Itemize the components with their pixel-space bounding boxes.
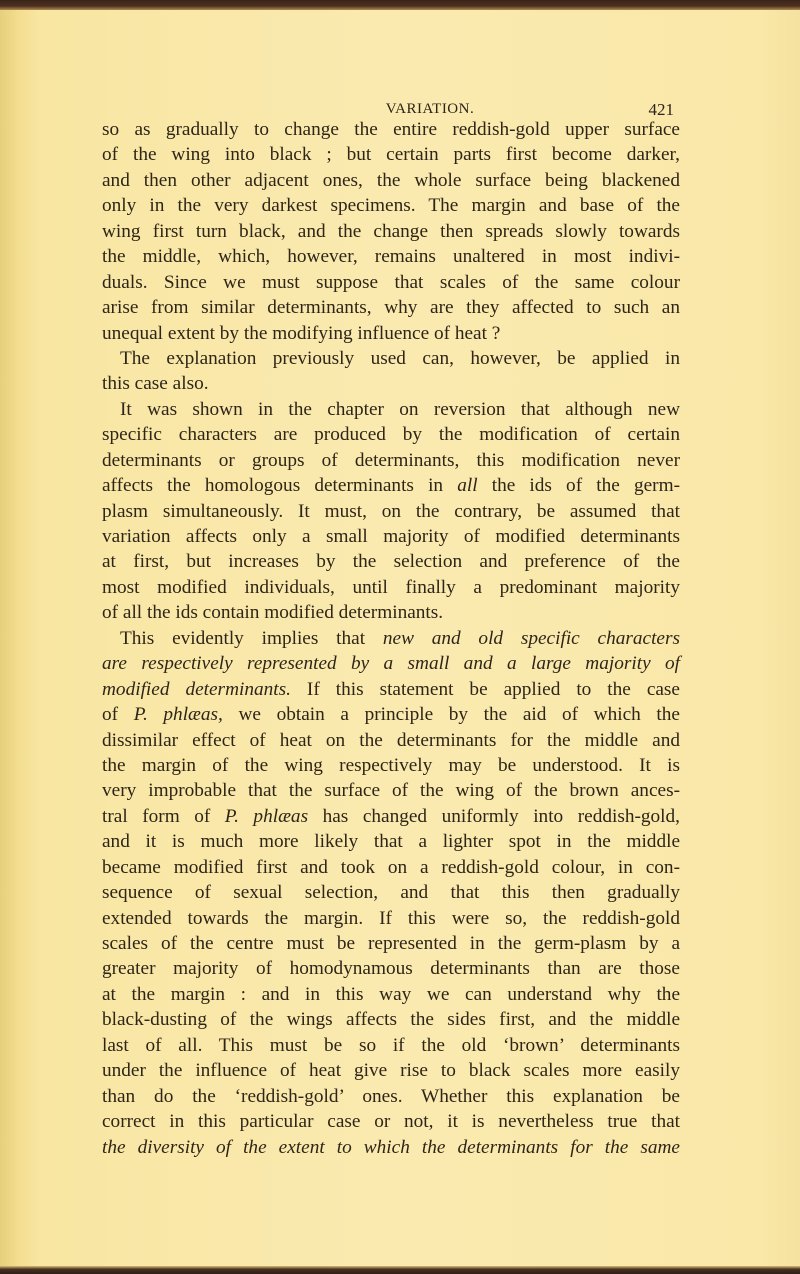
text-line: [102, 1135, 680, 1160]
text-line: [102, 600, 680, 625]
line-text: has changed uniformly into reddish-gold,: [308, 805, 680, 827]
line-text: the ids of the germ-: [477, 475, 680, 497]
text-line: [102, 651, 680, 676]
line-text: duals. Since we must suppose that scales of the same colour: [102, 271, 680, 293]
line-text: of the wing into black ; but certain parts first become darker,: [102, 144, 680, 166]
line-text: The explanation previously used can, however, be applied in: [120, 347, 680, 369]
line-text: last of all. This must be so if the old ‘brown’ determinants: [102, 1034, 680, 1056]
line-text: of: [102, 704, 134, 726]
emphasis-text: all: [457, 475, 478, 497]
text-line: [102, 422, 680, 447]
text-line: [102, 321, 680, 346]
text-line: [102, 855, 680, 880]
line-text: of all the ids contain modified determinants.: [102, 602, 444, 624]
line-text: wing first turn black, and the change then spreads slowly towards: [102, 220, 680, 242]
species-name: P. phlæas,: [133, 704, 223, 726]
line-text: the middle, which, however, remains unaltered in most indivi-: [102, 246, 680, 268]
text-line: [102, 1109, 680, 1134]
text-line: [102, 880, 680, 905]
line-text: specific characters are produced by the modification of certain: [102, 424, 680, 446]
text-line: [102, 956, 680, 981]
line-text: variation affects only a small majority of modified determinants: [102, 526, 680, 547]
line-text: arise from similar determinants, why are they affected to such an: [102, 297, 680, 319]
line-text: very improbable that the surface of the wing of the brown ances-: [102, 780, 680, 802]
line-text: dissimilar effect of heat on the determinants for the middle and: [102, 729, 680, 751]
line-text: only in the very darkest specimens. The margin and base of the: [102, 195, 680, 217]
text-line: [102, 142, 680, 167]
line-text: and it is much more likely that a lighter spot in the middle: [102, 831, 680, 853]
text-line: [102, 829, 680, 854]
line-text: the margin of the wing respectively may be understood. It is: [102, 754, 680, 776]
line-text: greater majority of homodynamous determinants than are those: [102, 958, 680, 980]
line-text: This evidently implies that: [120, 627, 383, 649]
text-line: [102, 270, 680, 295]
line-text: most modified individuals, until finally a predominant majority: [102, 576, 680, 598]
book-top-edge: [0, 0, 800, 10]
emphasis-text: are respectively represented by a small and a large majority of: [102, 653, 680, 675]
emphasis-text: modified determinants.: [102, 678, 291, 700]
line-text: If this statement be applied to the case: [290, 678, 680, 700]
book-bottom-edge: [0, 1266, 800, 1274]
text-line: [102, 906, 680, 931]
line-text: black-dusting of the wings affects the sides first, and the middle: [102, 1009, 680, 1031]
line-text: than do the ‘reddish-gold’ ones. Whether this explanation be: [102, 1085, 680, 1107]
text-line: [102, 778, 680, 803]
species-name: P. phlæas: [224, 805, 309, 827]
line-text: extended towards the margin. If this were so, the reddish-gold: [102, 907, 680, 929]
text-line: [102, 524, 680, 549]
text-line: [102, 168, 680, 193]
text-line: [102, 295, 680, 320]
line-text: at the margin : and in this way we can understand why the: [102, 983, 680, 1005]
line-text: sequence of sexual selection, and that this then gradually: [102, 882, 680, 904]
text-line: [102, 499, 680, 524]
line-text: tral form of: [102, 805, 225, 827]
text-line: [102, 1033, 680, 1058]
text-line: [102, 753, 680, 778]
text-line: [102, 244, 680, 269]
text-line: [102, 448, 680, 473]
line-text: determinants or groups of determinants, this modification never: [102, 449, 680, 471]
line-text: It was shown in the chapter on reversion that although new: [120, 398, 680, 420]
page-number: 421: [648, 100, 674, 119]
text-line: [102, 1007, 680, 1032]
text-line: [102, 677, 680, 702]
text-line: [102, 728, 680, 753]
line-text: scales of the centre must be represented in the germ-plasm by a: [102, 933, 680, 954]
text-line: [102, 473, 680, 498]
text-line: [102, 117, 680, 142]
text-line: [102, 346, 680, 371]
text-line: [102, 982, 680, 1007]
line-text: affects the homologous determinants in: [102, 475, 458, 497]
line-text: we obtain a principle by the aid of which the: [222, 704, 680, 726]
line-text: so as gradually to change the entire reddish-gold upper surface: [102, 119, 680, 140]
text-line: [102, 1084, 680, 1109]
text-line: [102, 1058, 680, 1083]
line-text: correct in this particular case or not, it is nevertheless true that: [102, 1111, 680, 1133]
text-line: [102, 804, 680, 829]
line-text: became modified first and took on a reddish-gold colour, in con-: [102, 856, 680, 878]
line-text: at first, but increases by the selection and preference of the: [102, 551, 680, 573]
text-line: [102, 575, 680, 600]
text-line: [102, 219, 680, 244]
line-text: unequal extent by the modifying influence of heat ?: [102, 322, 501, 344]
text-line: [102, 702, 680, 727]
text-line: [102, 931, 680, 956]
line-text: plasm simultaneously. It must, on the contrary, be assumed that: [102, 500, 680, 522]
text-line: [102, 626, 680, 651]
text-line: [102, 193, 680, 218]
text-line: [102, 371, 680, 396]
text-line: [102, 549, 680, 574]
line-text: this case also.: [102, 373, 209, 395]
text-line: [102, 397, 680, 422]
emphasis-text: new and old specific characters: [382, 627, 680, 649]
line-text: under the influence of heat give rise to black scales more easily: [102, 1060, 680, 1082]
line-text: and then other adjacent ones, the whole surface being blackened: [102, 169, 680, 191]
running-head: VARIATION.: [385, 101, 475, 117]
body-text: [102, 117, 680, 1160]
emphasis-text: the diversity of the extent to which the determinants for the same: [102, 1136, 680, 1158]
